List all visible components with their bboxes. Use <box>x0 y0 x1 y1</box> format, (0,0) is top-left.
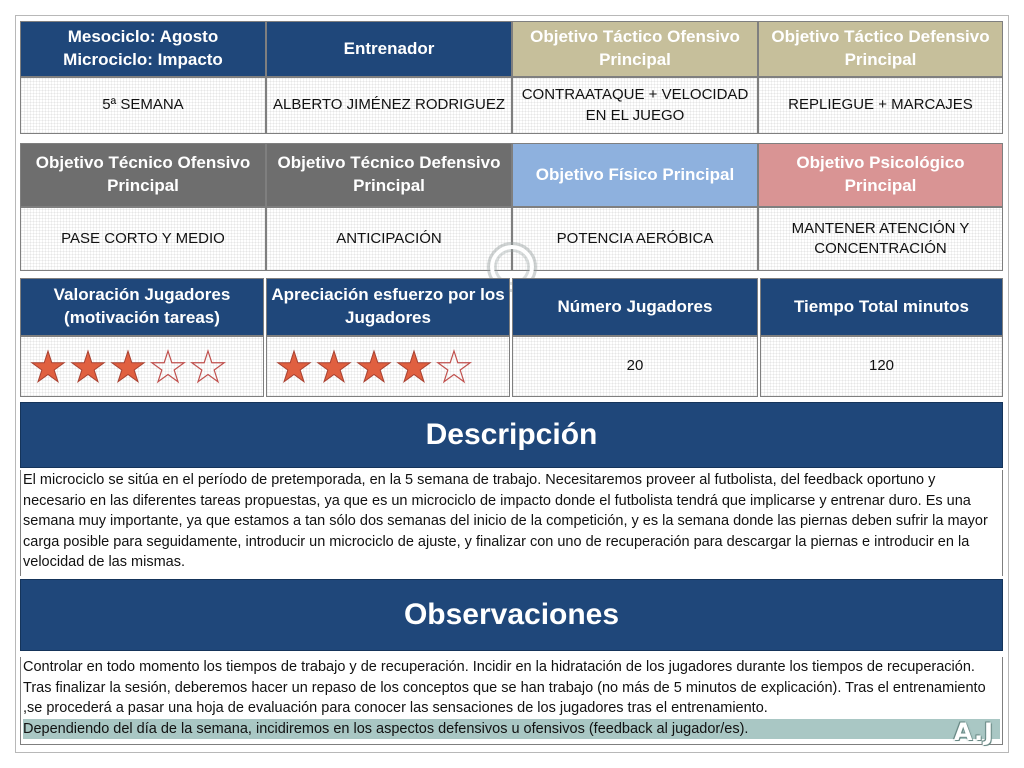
star-empty-icon <box>149 349 187 385</box>
star-filled-icon <box>275 349 313 385</box>
value-tecnico-ofensivo: PASE CORTO Y MEDIO <box>20 207 266 271</box>
header-fisico: Objetivo Físico Principal <box>512 143 758 207</box>
star-filled-icon <box>29 349 67 385</box>
value-entrenador: ALBERTO JIMÉNEZ RODRIGUEZ <box>266 77 512 134</box>
header-tecnico-ofensivo: Objetivo Técnico Ofensivo Principal <box>20 143 266 207</box>
value-tactico-ofensivo: CONTRAATAQUE + VELOCIDAD EN EL JUEGO <box>512 77 758 134</box>
star-filled-icon <box>315 349 353 385</box>
value-numero-jugadores: 20 <box>512 336 758 397</box>
value-tecnico-defensivo: ANTICIPACIÓN <box>266 207 512 271</box>
header-tiempo-total: Tiempo Total minutos <box>760 278 1003 336</box>
header-apreciacion: Apreciación esfuerzo por los Jugadores <box>266 278 510 336</box>
value-semana: 5ª SEMANA <box>20 77 266 134</box>
rating-motivation <box>20 336 264 397</box>
value-tactico-defensivo: REPLIEGUE + MARCAJES <box>758 77 1003 134</box>
header-entrenador: Entrenador <box>266 21 512 77</box>
observations-title: Observaciones <box>20 579 1003 651</box>
value-fisico: POTENCIA AERÓBICA <box>512 207 758 271</box>
observations-highlight: Dependiendo del día de la semana, incidiremos en los aspectos defensivos u ofensivos (feedback al jugador/es). <box>23 719 1000 740</box>
header-psicologico: Objetivo Psicológico Principal <box>758 143 1003 207</box>
description-title: Descripción <box>20 402 1003 468</box>
logo-aj: A.J <box>953 718 994 746</box>
observations-text: Controlar en todo momento los tiempos de trabajo y de recuperación. Incidir en la hidratación de los jugadores durante los tiempos de recuperación. Tras finalizar la sesión, deberemos hacer un repaso de los conceptos que se han trabajo (no más de 5 minutos de explicación). Tras el entrenamiento ,se procederá a pasar una hoja de evaluación para conocer las sensaciones de los jugadores tras el entrenamiento. <box>23 659 986 716</box>
header-numero-jugadores: Número Jugadores <box>512 278 758 336</box>
star-empty-icon <box>435 349 473 385</box>
star-empty-icon <box>189 349 227 385</box>
description-text: El microciclo se sitúa en el período de pretemporada, en la 5 semana de trabajo. Necesitaremos proveer al futbolista, del feedback oportuno y necesario en las diferentes tareas propuestas, ya que es un microciclo de impacto donde el futbolista tendrá que implicarse y entrenar duro. Es una semana muy importante, ya que estamos a tan sólo dos semanas del inicio de la competición, y es la semana donde las piernas deben sufrir la mayor carga posible para seguidamente, introducir un microciclo de ajuste, y finalizar con uno de recuperación para descargar la piernas e introducir en la velocidad de las mismas. <box>23 472 988 570</box>
star-filled-icon <box>355 349 393 385</box>
value-tiempo-total: 120 <box>760 336 1003 397</box>
header-mesociclo: Mesociclo: Agosto Microciclo: Impacto <box>20 21 266 77</box>
description-body <box>20 470 1003 576</box>
star-filled-icon <box>69 349 107 385</box>
star-filled-icon <box>395 349 433 385</box>
header-tecnico-defensivo: Objetivo Técnico Defensivo Principal <box>266 143 512 207</box>
value-psicologico: MANTENER ATENCIÓN Y CONCENTRACIÓN <box>758 207 1003 271</box>
star-filled-icon <box>109 349 147 385</box>
rating-effort <box>266 336 510 397</box>
header-tactico-defensivo: Objetivo Táctico Defensivo Principal <box>758 21 1003 77</box>
header-valoracion: Valoración Jugadores (motivación tareas) <box>20 278 264 336</box>
header-tactico-ofensivo: Objetivo Táctico Ofensivo Principal <box>512 21 758 77</box>
observations-body <box>20 657 1003 745</box>
